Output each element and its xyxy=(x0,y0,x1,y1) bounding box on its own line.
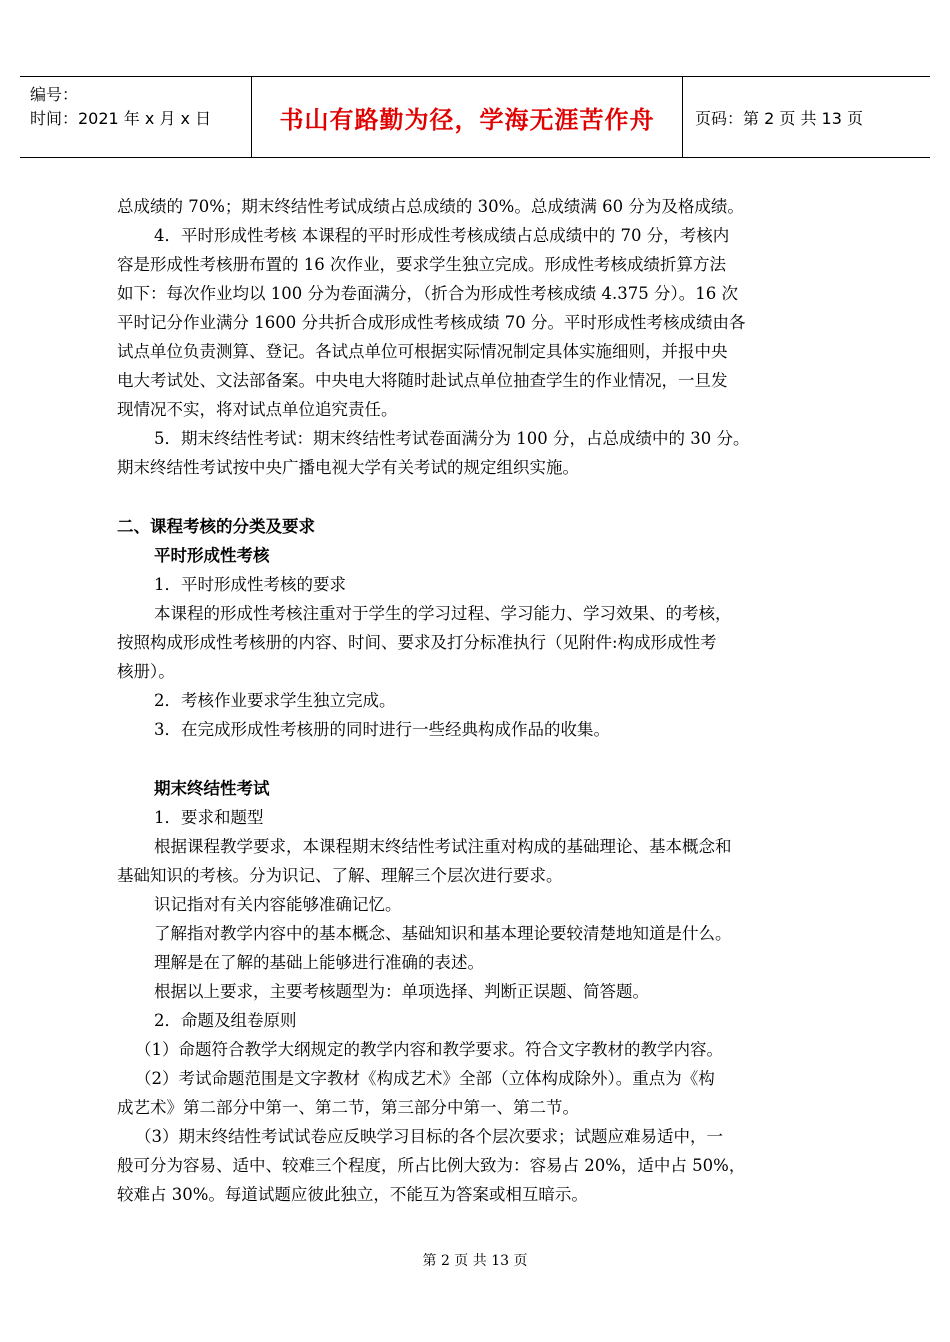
paragraph-line: 根据以上要求，主要考核题型为：单项选择、判断正误题、简答题。 xyxy=(154,982,649,1001)
document-body xyxy=(117,192,837,1209)
page-header xyxy=(20,76,930,158)
paragraph-line: 容是形成性考核册布置的 16 次作业，要求学生独立完成。形成性考核成绩折算方法 xyxy=(117,255,726,274)
paragraph-line: 3．在完成形成性考核册的同时进行一些经典构成作品的收集。 xyxy=(154,720,610,739)
section-heading: 二、课程考核的分类及要求 xyxy=(117,517,315,536)
paragraph-line: 理解是在了解的基础上能够进行准确的表述。 xyxy=(154,953,484,972)
paragraph-line: 平时记分作业满分 1600 分共折合成形成性考核成绩 70 分。平时形成性考核成绩由各 xyxy=(117,313,746,332)
paragraph-line: 期末终结性考试按中央广播电视大学有关考试的规定组织实施。 xyxy=(117,458,579,477)
paragraph-line: 5．期末终结性考试：期末终结性考试卷面满分为 100 分，占总成绩中的 30 分。 xyxy=(154,429,750,448)
paragraph-line: 4．平时形成性考核 本课程的平时形成性考核成绩占总成绩中的 70 分，考核内 xyxy=(154,226,730,245)
paragraph-line: 识记指对有关内容能够准确记忆。 xyxy=(154,895,402,914)
subsection-heading: 平时形成性考核 xyxy=(154,546,270,565)
paragraph-line: 基础知识的考核。分为识记、了解、理解三个层次进行要求。 xyxy=(117,866,563,885)
paragraph-line: 较难占 30%。每道试题应彼此独立，不能互为答案或相互暗示。 xyxy=(117,1185,588,1204)
paragraph-line: 1．要求和题型 xyxy=(154,808,264,827)
paragraph-line: 1．平时形成性考核的要求 xyxy=(154,575,346,594)
paragraph-line: 成艺术》第二部分中第一、第二节，第三部分中第一、第二节。 xyxy=(117,1098,579,1117)
paragraph-line: 2．命题及组卷原则 xyxy=(154,1011,297,1030)
paragraph-line: （2）考试命题范围是文字教材《构成艺术》全部（立体构成除外）。重点为《构 xyxy=(135,1069,715,1088)
document-time: 时间：2021 年 x 月 x 日 xyxy=(30,109,212,128)
paragraph-line: （1）命题符合教学大纲规定的教学内容和教学要求。符合文字教材的教学内容。 xyxy=(135,1040,723,1059)
paragraph-line: 核册）。 xyxy=(117,662,175,681)
paragraph-line: 般可分为容易、适中、较难三个程度，所占比例大致为：容易占 20%，适中占 50%， xyxy=(117,1156,746,1175)
header-meta xyxy=(20,77,252,157)
header-motto-cell xyxy=(252,77,683,157)
paragraph-line: （3）期末终结性考试试卷应反映学习目标的各个层次要求；试题应难易适中，一 xyxy=(135,1127,723,1146)
paragraph-line: 试点单位负责测算、登记。各试点单位可根据实际情况制定具体实施细则，并报中央 xyxy=(117,342,728,361)
paragraph-line: 电大考试处、文法部备案。中央电大将随时赴试点单位抽查学生的作业情况，一旦发 xyxy=(117,371,728,390)
subsection-heading: 期末终结性考试 xyxy=(154,779,270,798)
header-page-info: 页码：第 2 页 共 13 页 xyxy=(695,108,863,128)
document-number-label: 编号： xyxy=(30,85,79,104)
paragraph-line: 现情况不实，将对试点单位追究责任。 xyxy=(117,400,398,419)
page-footer: 第 2 页 共 13 页 xyxy=(422,1253,528,1269)
paragraph-line: 2．考核作业要求学生独立完成。 xyxy=(154,691,396,710)
paragraph-line: 按照构成形成性考核册的内容、时间、要求及打分标准执行（见附件:构成形成性考 xyxy=(117,633,717,652)
paragraph-line: 如下：每次作业均以 100 分为卷面满分，（折合为形成性考核成绩 4.375 分）。16 次 xyxy=(117,284,738,303)
paragraph-line: 根据课程教学要求，本课程期末终结性考试注重对构成的基础理论、基本概念和 xyxy=(154,837,732,856)
paragraph-line: 了解指对教学内容中的基本概念、基础知识和基本理论要较清楚地知道是什么。 xyxy=(154,924,732,943)
paragraph-line: 总成绩的 70%；期末终结性考试成绩占总成绩的 30%。总成绩满 60 分为及格成绩。 xyxy=(117,197,744,216)
header-motto: 书山有路勤为径，学海无涯苦作舟 xyxy=(279,105,655,134)
paragraph-line: 本课程的形成性考核注重对于学生的学习过程、学习能力、学习效果、的考核， xyxy=(154,604,732,623)
